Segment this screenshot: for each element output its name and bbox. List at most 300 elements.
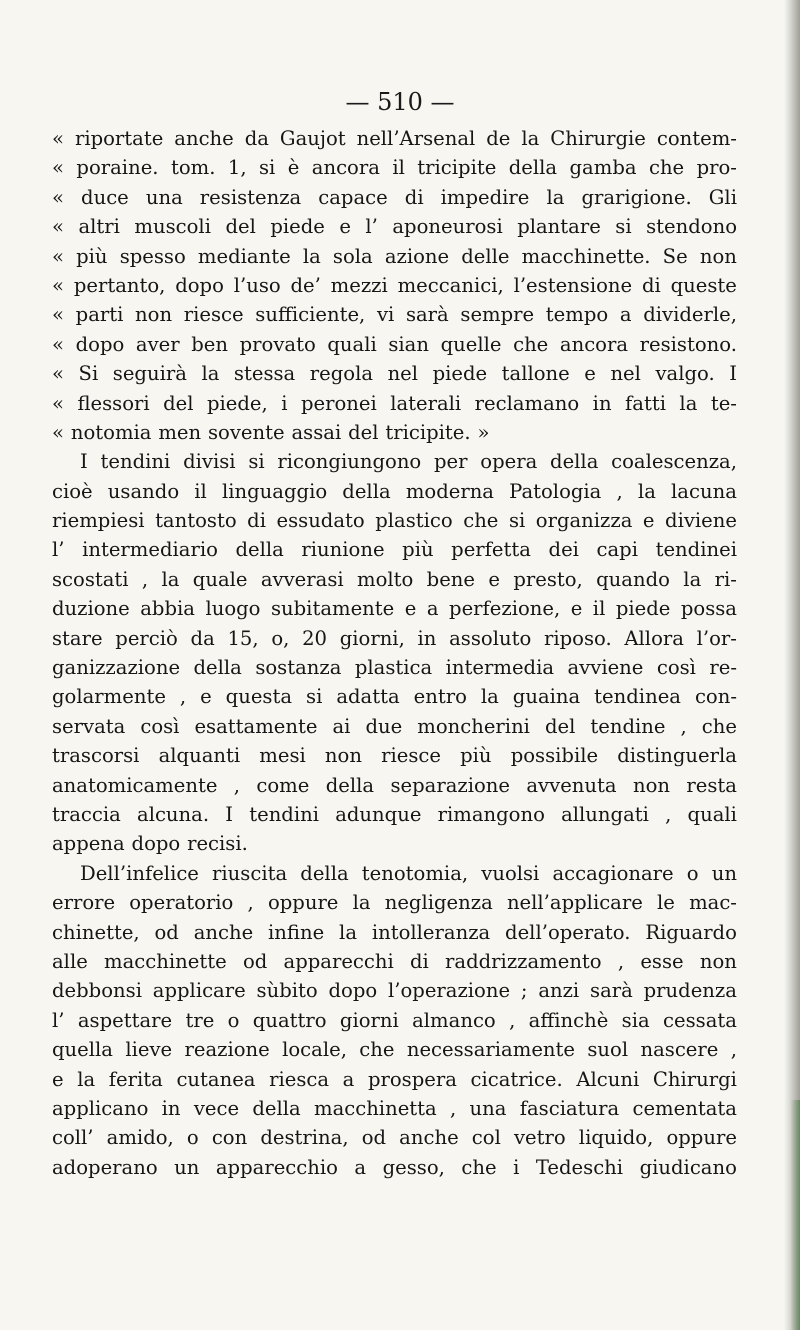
word: od	[361, 1126, 387, 1150]
word: ri-	[714, 567, 737, 591]
word: I	[80, 450, 88, 474]
word: mesi	[259, 744, 306, 768]
text-line	[52, 359, 737, 388]
word: i	[281, 391, 288, 415]
word: separazione	[390, 773, 510, 797]
word: si	[306, 685, 323, 709]
word: piede	[615, 597, 671, 621]
word: si	[248, 450, 265, 474]
word: anatomicamente	[52, 773, 218, 797]
word: si	[258, 156, 276, 180]
word: del	[163, 391, 194, 415]
text-line	[52, 271, 737, 300]
word: ganizzazione	[52, 656, 181, 680]
text-line	[52, 947, 737, 976]
word: fasciatura	[519, 1096, 620, 1120]
word: una	[145, 185, 183, 209]
word: mac-	[689, 891, 737, 915]
text-line	[52, 682, 737, 711]
word: l’or-	[696, 626, 737, 650]
word: del	[225, 215, 256, 239]
word: rimangono	[437, 802, 545, 826]
word: cutanea	[176, 1067, 256, 1091]
word: più	[76, 244, 108, 268]
word: riunione	[301, 538, 385, 562]
word: altri	[78, 215, 120, 239]
text-line	[52, 829, 737, 858]
word: sovente	[208, 420, 285, 444]
word: o,	[271, 626, 290, 650]
word: sia	[621, 1008, 650, 1032]
word: non	[135, 303, 173, 327]
word: 20	[302, 626, 328, 650]
word: essudato	[276, 509, 365, 533]
word: della	[550, 450, 599, 474]
word: almanco	[412, 1008, 496, 1032]
word: riempiesi	[52, 509, 145, 533]
word: molto	[357, 567, 414, 591]
word: notomia	[70, 420, 152, 444]
word: affinchè	[528, 1008, 609, 1032]
word: di	[641, 273, 661, 297]
word: perfezione,	[449, 597, 561, 621]
word: delle	[461, 244, 510, 268]
word: vi	[376, 303, 395, 327]
word: giudicano	[639, 1155, 737, 1179]
word: a	[426, 597, 439, 621]
word: dell’operato.	[505, 920, 631, 944]
word: che	[359, 1038, 395, 1062]
word: od	[242, 949, 268, 973]
word: ,	[616, 479, 623, 503]
word: la	[679, 391, 698, 415]
word: sùbito	[256, 979, 318, 1003]
word: della	[300, 861, 349, 885]
text-line	[52, 712, 737, 741]
word: apparecchi	[283, 949, 394, 973]
word: la	[637, 479, 656, 503]
word: regola	[309, 362, 374, 386]
text-line	[52, 1065, 737, 1094]
word: alle	[52, 949, 88, 973]
word: oppure	[666, 1126, 737, 1150]
word: l’estensione	[513, 273, 633, 297]
word: Alcuni	[576, 1067, 640, 1091]
word: muscoli	[134, 215, 211, 239]
word: linguaggio	[221, 479, 328, 503]
word: tre	[185, 1008, 215, 1032]
word: adatta	[336, 685, 400, 709]
word: la	[201, 362, 220, 386]
word: la	[302, 244, 321, 268]
word: flessori	[77, 391, 150, 415]
word: entro	[413, 685, 467, 709]
word: del	[544, 714, 576, 738]
word: od	[154, 920, 179, 944]
word: opera	[480, 450, 538, 474]
word: come	[256, 773, 310, 797]
word: quali	[327, 332, 377, 356]
word: Riguardo	[645, 920, 737, 944]
word: abbia	[140, 597, 195, 621]
word: di	[410, 949, 429, 973]
word: ,	[247, 891, 254, 915]
word: o	[227, 1008, 240, 1032]
word: divisi	[183, 450, 236, 474]
word: reazione	[184, 1038, 270, 1062]
word: vetro	[513, 1126, 566, 1150]
word: così	[656, 656, 696, 680]
word: in	[161, 1096, 181, 1120]
word: la	[521, 127, 540, 150]
text-line	[52, 535, 737, 564]
word: alquanti	[158, 744, 241, 768]
word: negligenza	[384, 891, 493, 915]
word: dopo	[175, 273, 224, 297]
word: ancora	[311, 156, 380, 180]
word: della	[325, 773, 375, 797]
word: assoluto	[449, 626, 532, 650]
word: due	[365, 714, 403, 738]
word: per	[434, 450, 468, 474]
word: servata	[52, 714, 126, 738]
word: dopo	[131, 832, 181, 856]
body-text	[52, 124, 737, 1182]
word: adunque	[335, 802, 422, 826]
word: plantare	[517, 215, 601, 239]
word: subitamente	[270, 597, 395, 621]
text-line	[52, 389, 737, 418]
word: non	[324, 744, 362, 768]
word: organizza	[535, 509, 633, 533]
word: grarigione.	[581, 185, 692, 209]
word: intermedia	[445, 656, 555, 680]
word: la	[546, 185, 565, 209]
word: in	[592, 391, 612, 415]
word: che	[463, 509, 499, 533]
word: prudenza	[643, 979, 737, 1003]
text-line	[52, 1094, 737, 1123]
text-line	[52, 888, 737, 917]
word: capi	[596, 538, 638, 562]
word: tallone	[501, 362, 570, 386]
text-line	[52, 242, 737, 271]
word: contem-	[656, 127, 737, 150]
word: piede,	[206, 391, 268, 415]
word: tom.	[170, 156, 216, 180]
text-line	[52, 124, 737, 153]
word: fatti	[625, 391, 666, 415]
word: reclamano	[474, 391, 580, 415]
word: ancora	[559, 332, 629, 356]
word: locale,	[282, 1038, 347, 1062]
word: «	[52, 332, 64, 356]
word: ;	[520, 979, 528, 1003]
word: bene	[426, 567, 476, 591]
word: amido,	[106, 1126, 174, 1150]
word: »	[477, 420, 490, 444]
text-line	[52, 653, 737, 682]
word: il	[194, 479, 207, 503]
word: tendini	[100, 450, 171, 474]
word: provato	[239, 332, 316, 356]
text-line	[52, 565, 737, 594]
word: presto,	[513, 567, 583, 591]
word: avvenuta	[526, 773, 617, 797]
word: debbonsi	[52, 979, 142, 1003]
word: azione	[384, 244, 450, 268]
word: adoperano	[52, 1155, 158, 1179]
word: infine	[268, 920, 325, 944]
word: de’	[290, 273, 321, 297]
word: la	[352, 891, 371, 915]
word: quale	[192, 567, 248, 591]
text-line	[52, 800, 737, 829]
word: peronei	[300, 391, 377, 415]
word: quella	[52, 1038, 113, 1062]
word: stendono	[646, 215, 737, 239]
word: l’	[52, 1008, 65, 1032]
word: quando	[596, 567, 670, 591]
word: tempo	[545, 303, 609, 327]
word: apparecchio	[215, 1155, 338, 1179]
word: «	[52, 185, 64, 209]
word: ,	[233, 773, 241, 797]
word: a	[619, 303, 632, 327]
page-edge-tint	[790, 1100, 800, 1330]
word: così	[140, 714, 180, 738]
word: riposo.	[543, 626, 612, 650]
word: più	[460, 744, 492, 768]
word: 1,	[227, 156, 247, 180]
word: nell’Arsenal	[356, 127, 476, 150]
word: tendinea	[594, 685, 681, 709]
word: non	[699, 244, 737, 268]
word: tricipite	[417, 156, 497, 180]
word: gamba	[569, 156, 637, 180]
word: impedire	[440, 185, 530, 209]
word: 15,	[227, 626, 259, 650]
word: che	[701, 714, 737, 738]
word: del	[348, 420, 379, 444]
word: l’operazione	[387, 979, 511, 1003]
word: nell’applicare	[506, 891, 643, 915]
word: suol	[587, 1038, 629, 1062]
word: aponeurosi	[392, 215, 503, 239]
text-line	[52, 1035, 737, 1064]
word: Si	[78, 362, 99, 386]
word: oppure	[267, 891, 339, 915]
word: usando	[107, 479, 180, 503]
word: ,	[141, 567, 149, 591]
word: perfetta	[451, 538, 531, 562]
word: e	[642, 509, 655, 533]
word: l’uso	[233, 273, 281, 297]
word: Chirurgi	[652, 1067, 737, 1091]
word: un	[174, 1155, 200, 1179]
word: quelle	[440, 332, 502, 356]
word: coalescenza,	[611, 450, 737, 474]
word: quattro	[252, 1008, 327, 1032]
word: aver	[135, 332, 180, 356]
word: valgo.	[655, 362, 715, 386]
word: tendinei	[655, 538, 737, 562]
word: duzione	[52, 597, 130, 621]
word: assai	[291, 420, 342, 444]
word: o	[686, 861, 699, 885]
word: mezzi	[330, 273, 388, 297]
word: cessata	[663, 1008, 737, 1032]
word: la	[161, 567, 180, 591]
text-line	[52, 447, 737, 476]
word: recisi.	[187, 832, 248, 856]
word: stare	[52, 626, 103, 650]
word: operatorio	[129, 891, 234, 915]
word: Gaujot	[279, 127, 346, 150]
word: moncherini	[417, 714, 530, 738]
text-line	[52, 506, 737, 535]
word: di	[247, 509, 266, 533]
word: guaina	[512, 685, 581, 709]
text-line	[52, 183, 737, 212]
word: tendine	[590, 714, 666, 738]
word: errore	[52, 891, 116, 915]
word: destrina,	[260, 1126, 349, 1150]
word: sarà	[405, 303, 449, 327]
word: con-	[694, 685, 737, 709]
word: della	[508, 156, 558, 180]
text-line	[52, 418, 737, 447]
word: raddrizzamento	[445, 949, 602, 973]
word: applicano	[52, 1096, 149, 1120]
word: I	[729, 362, 737, 386]
word: duce	[81, 185, 129, 209]
word: mediante	[197, 244, 291, 268]
word: la	[683, 567, 702, 591]
word: da	[190, 626, 215, 650]
text-line	[52, 918, 737, 947]
word: quali	[687, 802, 737, 826]
text-line	[52, 153, 737, 182]
word: di	[404, 185, 424, 209]
word: si	[615, 215, 632, 239]
word: laterali	[390, 391, 462, 415]
word: il	[392, 156, 405, 180]
word: da	[244, 127, 269, 150]
word: «	[52, 362, 64, 386]
word: lieve	[125, 1038, 173, 1062]
word: Patologia	[509, 479, 602, 503]
word: I	[225, 802, 234, 826]
word: nel	[610, 362, 641, 386]
word: alcuna.	[137, 802, 210, 826]
word: applicare	[152, 979, 246, 1003]
word: Allora	[624, 626, 684, 650]
word: resistono.	[639, 332, 737, 356]
text-line	[52, 859, 737, 888]
word: sian	[388, 332, 429, 356]
word: intolleranza	[371, 920, 491, 944]
word: e	[200, 685, 212, 709]
word: con	[211, 1126, 248, 1150]
word: «	[52, 215, 64, 239]
text-line	[52, 1006, 737, 1035]
word: possibile	[510, 744, 599, 768]
word: Chirurgie	[550, 127, 646, 150]
word: la	[339, 920, 357, 944]
word: pertanto,	[73, 273, 166, 297]
text-line	[52, 212, 737, 241]
word: si	[508, 509, 526, 533]
word: golarmente	[52, 685, 166, 709]
word: sarà	[590, 979, 633, 1003]
word: intermediario	[82, 538, 218, 562]
word: ricongiungono	[277, 450, 422, 474]
word: plastico	[375, 509, 453, 533]
word: nascere	[640, 1038, 719, 1062]
word: poraine.	[76, 156, 159, 180]
word: tricipite.	[385, 420, 471, 444]
word: o	[186, 1126, 199, 1150]
word: liquido,	[578, 1126, 654, 1150]
word: anzi	[538, 979, 580, 1003]
word: meccanici,	[397, 273, 504, 297]
word: sempre	[460, 303, 535, 327]
word: dividerle,	[643, 303, 737, 327]
word: tantosto	[155, 509, 237, 533]
word: il	[592, 597, 606, 621]
word: ferita	[108, 1067, 163, 1091]
word: ben	[191, 332, 228, 356]
word: non	[632, 773, 671, 797]
text-line	[52, 594, 737, 623]
word: in	[417, 626, 437, 650]
word: la	[77, 1067, 96, 1091]
word: vuolsi	[481, 861, 540, 885]
word: appena	[52, 832, 125, 856]
word: macchinetta	[313, 1096, 437, 1120]
word: riuscita	[212, 861, 288, 885]
word: le	[657, 891, 675, 915]
word: accagionare	[552, 861, 674, 885]
word: macchinette.	[521, 244, 651, 268]
word: cioè	[52, 479, 93, 503]
word: distinguerla	[617, 744, 737, 768]
word: «	[52, 156, 64, 180]
word: possa	[680, 597, 737, 621]
word: anche	[193, 920, 254, 944]
word: della	[193, 656, 242, 680]
word: traccia	[52, 802, 121, 826]
text-line	[52, 330, 737, 359]
word: l’	[365, 215, 378, 239]
word: gesso,	[382, 1155, 445, 1179]
word: dopo	[75, 332, 125, 356]
word: anche	[174, 127, 234, 150]
word: col	[471, 1126, 501, 1150]
text-line	[52, 1123, 737, 1152]
text-line	[52, 477, 737, 506]
text-line	[52, 1153, 737, 1182]
word: necessariamente	[406, 1038, 575, 1062]
word: coll’	[52, 1126, 94, 1150]
word: cementata	[632, 1096, 737, 1120]
word: la	[480, 685, 499, 709]
word: che	[513, 332, 549, 356]
word: e	[584, 362, 596, 386]
word: re-	[709, 656, 737, 680]
word: della	[252, 1096, 301, 1120]
